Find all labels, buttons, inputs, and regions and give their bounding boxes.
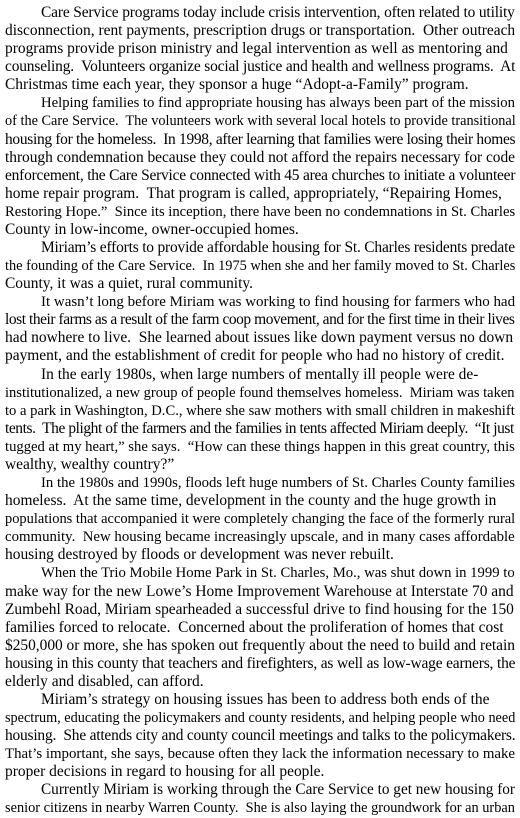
text-line: make way for the new Lowe’s Home Improvement Warehouse at Interstate 70 and [5, 582, 514, 600]
text-line: had nowhere to live. She learned about issues like down payment versus no down [5, 329, 514, 347]
text-line: disconnection, rent payments, prescription drugs or transportation. Other outreach [5, 22, 516, 40]
text-line: senior citizens in nearby Warren County. She is also laying the groundwork for an urban [5, 800, 515, 817]
text-line: to a park in Washington, D.C., where she saw mothers with small children in makeshift [5, 402, 515, 419]
text-line: In the 1980s and 1990s, floods left huge numbers of St. Charles County families [41, 475, 515, 492]
text-line: populations that accompanied it were completely changing the face of the formerly rural [5, 511, 516, 528]
paragraph-strategy [5, 691, 515, 781]
text-line: housing. She attends city and county council meetings and talks to the policymakers. [5, 727, 516, 745]
text-line: tugged at my heart,” she says. “How can these things happen in this great country, this [5, 438, 515, 455]
text-line: enforcement, the Care Service connected with 45 area churches to initiate a volunteer [5, 166, 516, 184]
text-line: housing in this county that teachers and firefighters, as well as low-wage earners, the [5, 654, 516, 672]
text-line: Christmas time each year, they sponsor a huge “Adopt-a-Family” program. [5, 76, 469, 94]
text-line: tents. The plight of the farmers and the families in tents affected Miriam deeply. “It just [5, 419, 514, 437]
text-line: through condemnation because they could not afford the repairs necessary for code [5, 148, 515, 166]
paragraph-outreach-programs [5, 4, 515, 94]
document-page [5, 4, 515, 818]
text-line: Care Service programs today include crisis intervention, often related to utility [41, 4, 515, 21]
text-line: Restoring Hope.” Since its inception, there have been no condemnations in St. Charles [5, 203, 516, 220]
paragraph-farmers [5, 293, 515, 365]
text-line: Zumbehl Road, Miriam spearheaded a successful drive to find housing for the 150 [5, 600, 514, 618]
paragraph-housing-mission [5, 94, 515, 239]
paragraph-early-efforts [5, 239, 515, 293]
text-line: elderly and disabled, can afford. [5, 672, 204, 690]
text-line: housing for the homeless. In 1998, after learning that families were losing their homes [5, 130, 516, 148]
text-line: programs provide prison ministry and legal intervention as well as mentoring and [5, 40, 508, 58]
paragraph-floods [5, 474, 515, 564]
text-line: institutionalized, a new group of people found themselves homeless. Miriam was taken [5, 384, 515, 401]
text-line: When the Trio Mobile Home Park in St. Charles, Mo., was shut down in 1999 to [41, 565, 515, 582]
text-line: That’s important, she says, because often they lack the information necessary to make [5, 746, 516, 763]
paragraph-deinstitutionalization [5, 366, 515, 474]
text-line: payment, and the establishment of credit for people who had no history of credit. [5, 347, 505, 365]
text-line: Currently Miriam is working through the Care Service to get new housing for [41, 781, 515, 799]
text-line: County in low-income, owner-occupied homes. [5, 220, 299, 238]
text-line: Miriam’s efforts to provide affordable housing for St. Charles residents predate [41, 239, 515, 257]
text-line: wealthy, wealthy country?” [5, 455, 175, 473]
text-line: home repair program. That program is called, appropriately, “Repairing Homes, [5, 184, 502, 202]
text-line: $250,000 or more, she has spoken out frequently about the need to build and retain [5, 636, 515, 654]
paragraph-mobile-home-park [5, 564, 515, 691]
text-line: Helping families to find appropriate housing has always been part of the mission [41, 95, 515, 112]
text-line: In the early 1980s, when large numbers of mentally ill people were de- [41, 365, 479, 383]
text-line: It wasn’t long before Miriam was working to find housing for farmers who had [41, 294, 516, 311]
text-line: counseling. Volunteers organize social justice and health and wellness programs. At [5, 58, 516, 76]
text-line: of the Care Service. The volunteers work with several local hotels to provide transitional [5, 113, 516, 130]
text-line: families forced to relocate. Concerned about the proliferation of homes that cost [5, 618, 504, 636]
text-line: homeless. At the same time, development in the county and the huge growth in [5, 492, 497, 510]
text-line: proper decisions in regard to housing for all people. [5, 763, 325, 781]
text-line: County, it was a quiet, rural community. [5, 275, 253, 293]
text-line: community. New housing became increasingly upscale, and in many cases affordable [5, 529, 515, 546]
text-line: spectrum, educating the policymakers and county residents, and helping people who need [5, 710, 516, 727]
paragraph-current-work [5, 781, 515, 817]
text-line: the founding of the Care Service. In 1975 when she and her family moved to St. Charles [5, 258, 516, 275]
text-line: housing destroyed by floods or development was never rebuilt. [5, 546, 394, 564]
text-line: lost their farms as a result of the farm coop movement, and for the first time in their lives [5, 311, 515, 329]
text-line: Miriam’s strategy on housing issues has been to address both ends of the [41, 690, 490, 708]
